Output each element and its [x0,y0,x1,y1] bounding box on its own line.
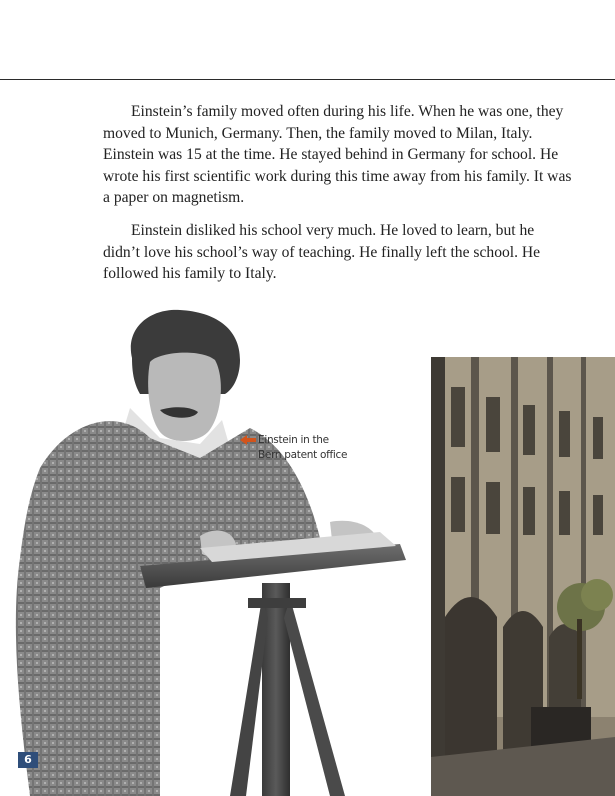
bern-street-photo [431,357,615,796]
paragraph-1: Einstein’s family moved often during his life. When he was one, they moved to Munich, Germany. Then, the family moved to Milan, Italy. Einstein was 15 at the time. He stayed behind in Germany for school. He wrote his first scientific work during this time away from his family. It was a paper on magnetism. [103,103,572,207]
header-rule [0,79,615,80]
einstein-photo [0,298,420,796]
page-number-badge: 6 [18,752,38,768]
caption-line-2: Bern patent office [258,449,348,461]
arrow-left-icon [240,435,256,450]
body-text [103,101,573,296]
caption-line-1: Einstein in the [258,434,329,446]
paragraph-2: Einstein disliked his school very much. He loved to learn, but he didn’t love his school’s way of teaching. He finally left the school. He followed his family to Italy. [103,221,541,283]
